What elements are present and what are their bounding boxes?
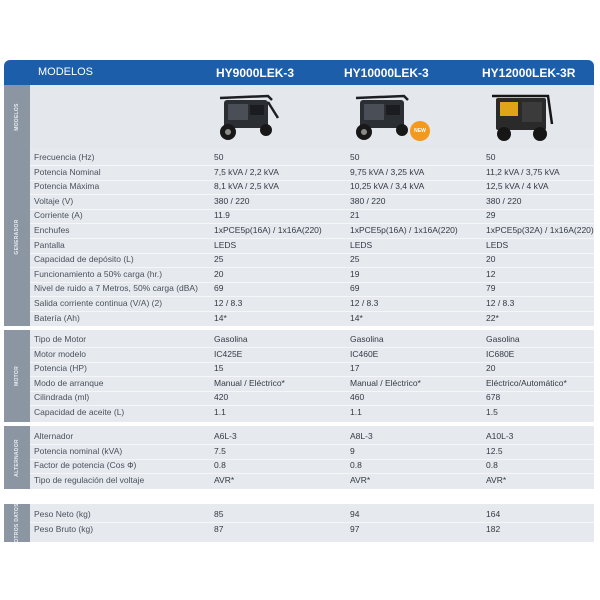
spec-value: 0.8 <box>350 460 362 471</box>
spec-value: Gasolina <box>350 334 384 344</box>
model-name: HY12000LEK-3R <box>482 66 576 80</box>
spec-value: 8,1 kVA / 2,5 kVA <box>214 181 279 192</box>
model-name: HY9000LEK-3 <box>216 66 295 80</box>
spec-value: 0.8 <box>486 460 498 471</box>
spec-value: 85 <box>214 509 224 519</box>
spec-value: 69 <box>214 283 224 294</box>
spec-value: 50 <box>486 152 496 162</box>
spec-value: 12,5 kVA / 4 kVA <box>486 181 549 192</box>
spec-value: 9,75 kVA / 3,25 kVA <box>350 166 425 177</box>
spec-label: Capacidad de depósito (L) <box>34 254 134 265</box>
spec-value: A8L-3 <box>350 431 373 441</box>
spec-value: 21 <box>350 210 360 221</box>
spec-row <box>30 195 594 210</box>
spec-value: Eléctrico/Automático* <box>486 377 567 388</box>
spec-value: 9 <box>350 445 355 456</box>
spec-value: 1xPCE5p(32A) / 1x16A(220) <box>486 225 594 235</box>
spec-row <box>30 430 594 445</box>
spec-value: 380 / 220 <box>486 195 522 206</box>
spec-value: A6L-3 <box>214 431 237 441</box>
spec-value: AVR* <box>214 474 235 485</box>
spec-value: AVR* <box>486 474 507 485</box>
spec-value: 14* <box>214 312 227 323</box>
spec-label: Factor de potencia (Cos Ф) <box>34 460 137 471</box>
spec-row <box>30 377 594 392</box>
spec-value: 12 / 8.3 <box>214 298 243 308</box>
spec-row <box>30 391 594 406</box>
spec-value: Manual / Eléctrico* <box>214 377 285 388</box>
spec-value: 10,25 kVA / 3,4 kVA <box>350 181 425 192</box>
spec-value: IC460E <box>350 348 379 359</box>
spec-label: Corriente (A) <box>34 210 83 221</box>
spec-label: Batería (Ah) <box>34 312 80 323</box>
spec-label: Potencia Máxima <box>34 181 100 192</box>
section-title: OTROS DATOS <box>14 503 20 543</box>
spec-value: 17 <box>350 363 360 374</box>
spec-value: 1.5 <box>486 407 498 417</box>
spec-value: LEDS <box>486 239 509 250</box>
spec-label: Cilindrada (ml) <box>34 392 90 403</box>
spec-value: 7.5 <box>214 445 226 456</box>
section-sidebar-otros <box>4 504 30 542</box>
section-sidebar-modelos <box>4 85 30 148</box>
spec-label: Peso Neto (kg) <box>34 509 91 519</box>
spec-value: 94 <box>350 509 360 519</box>
spec-row <box>30 282 594 297</box>
spec-value: 164 <box>486 509 501 519</box>
spec-row <box>30 209 594 224</box>
spec-value: 25 <box>214 254 224 265</box>
spec-label: Nivel de ruido a 7 Metros, 50% carga (dBA) <box>34 283 198 294</box>
spec-value: A10L-3 <box>486 431 514 441</box>
spec-label: Funcionamiento a 50% carga (hr.) <box>34 268 163 279</box>
spec-value: 11.9 <box>214 210 230 221</box>
spec-row <box>30 239 594 254</box>
spec-row <box>30 459 594 474</box>
spec-value: Gasolina <box>214 334 248 344</box>
spec-label: Alternador <box>34 431 74 441</box>
section-otros <box>30 504 594 542</box>
spec-value: 15 <box>214 363 224 374</box>
spec-value: 1xPCE5p(16A) / 1x16A(220) <box>350 225 458 235</box>
models-header-label: MODELOS <box>38 66 94 78</box>
spec-row <box>30 268 594 283</box>
spec-value: 380 / 220 <box>350 195 386 206</box>
section-title: GENERADOR <box>14 219 20 255</box>
spec-value: 97 <box>350 523 360 534</box>
spec-value: 14* <box>350 312 363 323</box>
spec-value: 1.1 <box>350 407 362 417</box>
spec-label: Capacidad de aceite (L) <box>34 407 125 417</box>
models-header <box>4 60 594 85</box>
section-sidebar-generador <box>4 148 30 326</box>
section-title: MODELOS <box>14 102 20 131</box>
spec-value: 12 <box>486 268 496 279</box>
spec-value: 50 <box>350 152 360 162</box>
spec-row <box>30 333 594 348</box>
spec-value: 420 <box>214 392 229 403</box>
spec-value: 1xPCE5p(16A) / 1x16A(220) <box>214 225 322 235</box>
section-title: ALTERNADOR <box>14 438 20 477</box>
section-motor <box>30 330 594 422</box>
spec-label: Potencia (HP) <box>34 363 87 374</box>
spec-row <box>30 508 594 523</box>
spec-value: IC680E <box>486 348 515 359</box>
spec-row <box>30 253 594 268</box>
section-generador <box>30 148 594 326</box>
spec-row <box>30 445 594 460</box>
spec-value: 69 <box>350 283 360 294</box>
spec-label: Tipo de regulación del voltaje <box>34 474 145 485</box>
spec-value: Manual / Eléctrico* <box>350 377 421 388</box>
spec-value: 79 <box>486 283 496 294</box>
spec-value: 12.5 <box>486 445 503 456</box>
spec-label: Pantalla <box>34 239 65 250</box>
spec-row <box>30 151 594 166</box>
spec-label: Frecuencia (Hz) <box>34 152 95 162</box>
spec-value: 20 <box>486 363 496 374</box>
spec-row <box>30 523 594 537</box>
spec-value: 20 <box>486 254 496 265</box>
spec-value: 0.8 <box>214 460 226 471</box>
spec-row <box>30 362 594 377</box>
spec-label: Tipo de Motor <box>34 334 87 344</box>
spec-row <box>30 348 594 363</box>
spec-label: Peso Bruto (kg) <box>34 523 94 534</box>
spec-label: Enchufes <box>34 225 70 235</box>
spec-value: 50 <box>214 152 224 162</box>
spec-value: LEDS <box>350 239 373 250</box>
spec-row <box>30 406 594 420</box>
spec-value: 12 / 8.3 <box>486 298 515 308</box>
spec-value: 22* <box>486 312 499 323</box>
spec-value: 87 <box>214 523 224 534</box>
spec-value: 29 <box>486 210 496 221</box>
spec-value: 1.1 <box>214 407 226 417</box>
generator-image-hy12000 <box>482 88 562 146</box>
spec-value: 20 <box>214 268 224 279</box>
spec-value: 678 <box>486 392 501 403</box>
section-sidebar-motor <box>4 330 30 422</box>
spec-label: Voltaje (V) <box>34 195 74 206</box>
spec-value: 25 <box>350 254 360 265</box>
spec-row <box>30 312 594 326</box>
spec-row <box>30 224 594 239</box>
spec-value: AVR* <box>350 474 371 485</box>
spec-row <box>30 180 594 195</box>
spec-row <box>30 297 594 312</box>
spec-value: LEDS <box>214 239 237 250</box>
spec-value: Gasolina <box>486 334 520 344</box>
spec-value: 19 <box>350 268 360 279</box>
model-name: HY10000LEK-3 <box>344 66 429 80</box>
spec-value: 182 <box>486 523 501 534</box>
spec-label: Salida corriente continua (V/A) (2) <box>34 298 163 308</box>
spec-value: 460 <box>350 392 365 403</box>
spec-value: 11,2 kVA / 3,75 kVA <box>486 166 560 177</box>
spec-label: Potencia Nominal <box>34 166 101 177</box>
spec-label: Potencia nominal (kVA) <box>34 445 123 456</box>
spec-label: Motor modelo <box>34 348 86 359</box>
generator-image-hy9000 <box>208 88 288 146</box>
spec-label: Modo de arranque <box>34 377 104 388</box>
spec-row <box>30 474 594 488</box>
spec-row <box>30 166 594 181</box>
image-row <box>30 85 594 148</box>
section-alternador <box>30 426 594 489</box>
spec-value: 7,5 kVA / 2,2 kVA <box>214 166 279 177</box>
section-sidebar-alternador <box>4 426 30 489</box>
new-badge: NEW <box>410 121 430 141</box>
spec-value: 380 / 220 <box>214 195 250 206</box>
spec-value: IC425E <box>214 348 243 359</box>
section-title: MOTOR <box>14 365 20 387</box>
spec-value: 12 / 8.3 <box>350 298 379 308</box>
